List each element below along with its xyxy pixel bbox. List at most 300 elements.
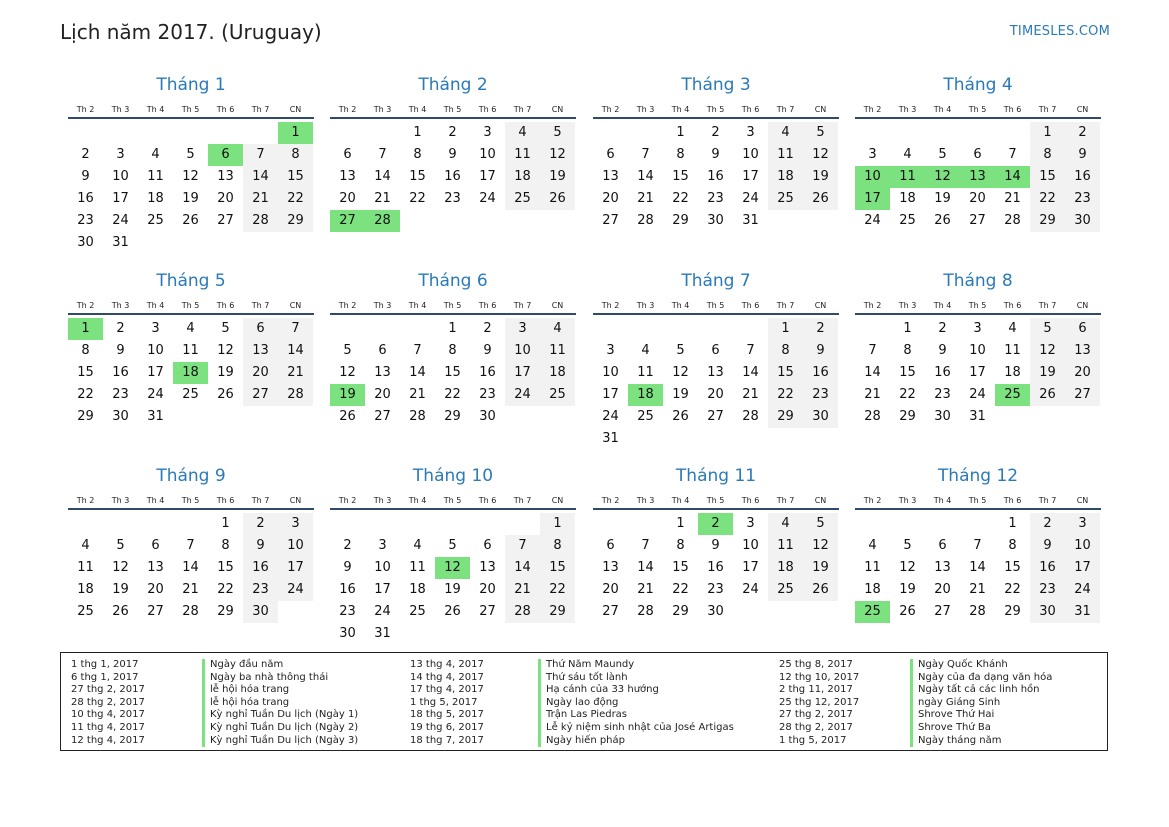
day-cell: 23 [243,579,278,601]
day-cell: 5 [186,147,195,162]
day-cell: 7 [868,343,877,358]
day-cell: 23 [112,387,129,402]
legend-date: 1 thg 5, 2017 [779,734,847,746]
day-cell: 2 [1030,513,1065,535]
day-cell: 20 [374,387,391,402]
day-cell: 31 [147,409,164,424]
weekday-label: Th 6 [741,301,760,310]
day-cell: 31 [602,431,619,446]
month-title: Tháng 3 [681,75,751,95]
legend-date: 28 thg 2, 2017 [779,721,853,733]
legend-date: 25 thg 8, 2017 [779,659,853,670]
day-cell: 9 [938,343,947,358]
day-cell: 28 [637,604,654,619]
day-cell: 15 [768,362,803,384]
day-cell: 26 [672,409,689,424]
month-title: Tháng 11 [675,466,757,486]
day-cell: 11 [77,560,94,575]
day-cell: 10 [969,343,986,358]
day-cell: 21 [1004,191,1021,206]
empty-day-cell [995,122,1030,144]
weekday-label: CN [289,301,302,310]
site-link[interactable]: TIMESLES.COM [1009,24,1110,39]
empty-day-cell [960,122,995,144]
month-block [593,465,839,623]
legend-date: 19 thg 6, 2017 [410,721,484,733]
legend-holiday-name: Ngày lao động [538,697,734,710]
day-cell: 3 [1065,513,1100,535]
day-cell: 7 [641,147,650,162]
weekday-label: CN [1076,496,1089,505]
day-cell: 4 [768,122,803,144]
day-cell: 7 [278,318,313,340]
legend-holiday-name: Thứ sáu tốt lành [538,672,734,685]
day-cell: 30 [112,409,129,424]
weekday-label: Th 5 [181,301,200,310]
day-cell: 10 [1065,535,1100,557]
weekday-label: Th 3 [373,496,392,505]
day-cell: 27 [479,604,496,619]
empty-day-cell [68,122,103,144]
day-cell: 24 [479,191,496,206]
day-cell: 22 [768,384,803,406]
empty-day-cell [855,122,890,144]
weekday-label: Th 5 [706,105,725,114]
weekday-header [330,103,576,119]
month-title: Tháng 9 [156,466,226,486]
day-cell: 12 [899,560,916,575]
day-cell: 26 [182,213,199,228]
day-cell: 3 [606,343,615,358]
day-cell: 1 [903,321,912,336]
day-cell: 15 [1030,166,1065,188]
day-cell: 1 [448,321,457,336]
legend-date: 18 thg 7, 2017 [410,734,484,746]
day-cell: 20 [147,582,164,597]
day-cell: 22 [1004,582,1021,597]
day-cell: 26 [444,604,461,619]
weekday-label: Th 4 [408,105,427,114]
empty-day-cell [593,318,628,340]
day-cell: 18 [864,582,881,597]
day-cell: 2 [1065,122,1100,144]
day-cell: 2 [243,513,278,535]
weekday-label: Th 7 [776,105,795,114]
day-cell: 23 [934,387,951,402]
day-cell: 28 [969,604,986,619]
day-cell: 8 [81,343,90,358]
legend-holiday-name: Ngày đầu năm [202,659,358,672]
day-cell: 21 [742,387,759,402]
weekday-label: Th 7 [513,301,532,310]
weekday-header [855,494,1101,510]
legend-holiday-name: Shrove Thứ Ba [910,722,1052,735]
day-cell: 9 [81,169,90,184]
day-cell: 14 [409,365,426,380]
day-cell: 11 [768,144,803,166]
day-cell: 29 [899,409,916,424]
day-cell: 24 [374,604,391,619]
weekday-label: Th 6 [741,105,760,114]
legend-dates-col-3 [779,659,859,747]
day-cell: 6 [151,538,160,553]
empty-day-cell [890,513,925,535]
day-cell: 16 [707,169,724,184]
day-cell: 4 [768,513,803,535]
holiday-day-cell: 11 [890,166,925,188]
day-cell: 24 [278,579,313,601]
day-cell: 30 [77,235,94,250]
month-block [855,74,1101,232]
day-cell: 31 [112,235,129,250]
weekday-label: Th 2 [338,301,357,310]
day-cell: 25 [409,604,426,619]
weekday-label: Th 4 [933,496,952,505]
legend-holiday-name: Thứ Năm Maundy [538,659,734,672]
day-cell: 1 [676,125,685,140]
legend-holiday-name: Hạ cánh của 33 hướng [538,684,734,697]
weekday-label: Th 2 [863,496,882,505]
legend-holiday-name: Ngày của đa dạng văn hóa [910,672,1052,685]
day-cell: 19 [934,191,951,206]
day-cell: 16 [934,365,951,380]
day-cell: 4 [641,343,650,358]
holiday-day-cell: 19 [330,384,365,406]
day-cell: 21 [969,582,986,597]
weekday-label: Th 2 [601,301,620,310]
day-cell: 1 [1008,516,1017,531]
empty-day-cell [855,318,890,340]
holiday-day-cell: 13 [960,166,995,188]
day-cell: 5 [116,538,125,553]
day-cell: 9 [483,343,492,358]
weekday-label: Th 3 [898,105,917,114]
weekday-header [855,103,1101,119]
day-cell: 5 [938,147,947,162]
legend-names-col-3 [910,659,1052,747]
weekday-label: Th 7 [776,496,795,505]
day-cell: 21 [637,191,654,206]
day-cell: 11 [637,365,654,380]
month-title: Tháng 12 [937,466,1019,486]
empty-day-cell [698,318,733,340]
legend-holiday-name: lễ hội hóa trang [202,697,358,710]
day-cell: 21 [409,387,426,402]
day-cell: 3 [116,147,125,162]
empty-day-cell [470,513,505,535]
day-cell: 27 [602,604,619,619]
empty-day-cell [925,513,960,535]
day-cell: 10 [742,538,759,553]
legend-holiday-name: Ngày Quốc Khánh [910,659,1052,672]
day-cell: 26 [1030,384,1065,406]
day-cell: 3 [973,321,982,336]
day-cell: 16 [1065,166,1100,188]
legend-date: 27 thg 2, 2017 [71,684,145,696]
weekday-label: Th 4 [933,301,952,310]
day-cell: 14 [742,365,759,380]
month-title: Tháng 6 [418,271,488,291]
weekday-header [855,299,1101,315]
day-cell: 27 [934,604,951,619]
holiday-day-cell: 17 [855,188,890,210]
day-cell: 25 [77,604,94,619]
day-cell: 14 [864,365,881,380]
day-cell: 28 [243,210,278,232]
day-cell: 23 [803,384,838,406]
day-cell: 19 [444,582,461,597]
day-cell: 18 [147,191,164,206]
legend-names-col-2 [538,659,734,747]
legend-date: 1 thg 5, 2017 [410,696,478,708]
day-cell: 25 [182,387,199,402]
day-cell: 29 [672,213,689,228]
page-title: Lịch năm 2017. (Uruguay) [60,20,322,44]
day-cell: 20 [339,191,356,206]
day-cell: 15 [899,365,916,380]
day-cell: 22 [77,387,94,402]
day-cell: 31 [374,626,391,641]
weekday-label: Th 7 [776,301,795,310]
empty-day-cell [628,513,663,535]
day-cell: 13 [602,560,619,575]
empty-day-cell [733,318,768,340]
weekday-label: CN [1076,105,1089,114]
day-cell: 29 [217,604,234,619]
weekday-label: Th 2 [863,105,882,114]
day-cell: 8 [448,343,457,358]
month-block [593,270,839,450]
weekday-label: Th 7 [1038,301,1057,310]
day-grid [855,318,1101,428]
day-cell: 22 [278,188,313,210]
day-cell: 28 [1004,213,1021,228]
day-cell: 5 [803,513,838,535]
day-cell: 8 [278,144,313,166]
holiday-day-cell: 25 [995,384,1030,406]
day-cell: 22 [899,387,916,402]
day-cell: 23 [707,191,724,206]
day-cell: 10 [742,147,759,162]
day-cell: 24 [112,213,129,228]
weekday-header [593,299,839,315]
day-cell: 8 [540,535,575,557]
day-cell: 1 [1030,122,1065,144]
day-cell: 18 [1004,365,1021,380]
day-cell: 2 [448,125,457,140]
day-cell: 6 [243,318,278,340]
month-title: Tháng 8 [943,271,1013,291]
month-block [68,465,314,623]
day-cell: 14 [637,169,654,184]
weekday-label: Th 5 [968,496,987,505]
weekday-header [593,103,839,119]
day-cell: 9 [1065,144,1100,166]
holiday-legend [60,652,1108,751]
day-grid [68,122,314,254]
empty-day-cell [628,318,663,340]
day-cell: 23 [77,213,94,228]
day-cell: 30 [1065,210,1100,232]
weekday-header [68,494,314,510]
legend-holiday-name: ngày Giáng Sinh [910,697,1052,710]
day-grid [855,513,1101,623]
holiday-day-cell: 25 [855,601,890,623]
month-title: Tháng 10 [412,466,494,486]
empty-day-cell [68,513,103,535]
day-grid [593,122,839,232]
weekday-label: CN [551,301,564,310]
day-cell: 4 [540,318,575,340]
day-cell: 15 [278,166,313,188]
day-cell: 6 [938,538,947,553]
weekday-header [330,494,576,510]
weekday-label: Th 5 [443,105,462,114]
day-cell: 19 [672,387,689,402]
legend-dates-col-1 [71,659,145,747]
day-cell: 8 [413,147,422,162]
weekday-label: Th 7 [513,105,532,114]
empty-day-cell [505,513,540,535]
weekday-label: Th 7 [251,301,270,310]
weekday-label: Th 4 [146,105,165,114]
day-cell: 29 [278,210,313,232]
day-cell: 18 [505,166,540,188]
day-cell: 13 [217,169,234,184]
day-cell: 15 [409,169,426,184]
day-cell: 5 [448,538,457,553]
month-title: Tháng 5 [156,271,226,291]
empty-day-cell [365,513,400,535]
legend-holiday-name: Kỳ nghỉ Tuần Du lịch (Ngày 2) [202,722,358,735]
weekday-label: Th 6 [478,301,497,310]
legend-date: 12 thg 4, 2017 [71,734,145,746]
day-cell: 8 [768,340,803,362]
day-cell: 20 [707,387,724,402]
weekday-label: CN [289,496,302,505]
holiday-day-cell: 12 [925,166,960,188]
day-cell: 26 [112,604,129,619]
weekday-label: Th 7 [1038,496,1057,505]
day-cell: 26 [540,188,575,210]
day-cell: 26 [339,409,356,424]
day-grid [330,318,576,428]
weekday-label: CN [1076,301,1089,310]
legend-holiday-name: Lễ kỷ niệm sinh nhật của José Artigas [538,722,734,735]
day-cell: 30 [934,409,951,424]
day-cell: 27 [969,213,986,228]
day-cell: 10 [479,147,496,162]
day-cell: 12 [217,343,234,358]
weekday-label: Th 2 [863,301,882,310]
weekday-header [68,103,314,119]
day-cell: 24 [602,409,619,424]
day-cell: 6 [606,538,615,553]
day-cell: 8 [676,538,685,553]
day-cell: 3 [278,513,313,535]
day-cell: 3 [505,318,540,340]
day-cell: 14 [182,560,199,575]
day-cell: 3 [868,147,877,162]
legend-date: 11 thg 4, 2017 [71,721,145,733]
day-cell: 2 [116,321,125,336]
day-cell: 7 [378,147,387,162]
day-cell: 2 [81,147,90,162]
weekday-label: Th 3 [636,496,655,505]
day-cell: 25 [768,188,803,210]
weekday-label: Th 6 [1003,301,1022,310]
empty-day-cell [173,513,208,535]
legend-date: 18 thg 5, 2017 [410,709,484,721]
day-cell: 4 [505,122,540,144]
weekday-label: Th 4 [146,301,165,310]
day-cell: 23 [1065,188,1100,210]
day-cell: 22 [217,582,234,597]
empty-day-cell [435,513,470,535]
day-cell: 26 [899,604,916,619]
day-cell: 17 [112,191,129,206]
day-cell: 21 [243,188,278,210]
day-cell: 27 [243,384,278,406]
legend-date: 25 thg 12, 2017 [779,696,860,708]
day-cell: 23 [444,191,461,206]
day-cell: 12 [803,144,838,166]
day-cell: 28 [278,384,313,406]
weekday-label: Th 5 [443,301,462,310]
weekday-label: Th 7 [1038,105,1057,114]
day-cell: 24 [505,384,540,406]
day-cell: 18 [899,191,916,206]
day-cell: 11 [505,144,540,166]
day-cell: 29 [768,406,803,428]
weekday-label: CN [289,105,302,114]
weekday-label: CN [814,105,827,114]
weekday-label: Th 4 [408,496,427,505]
day-cell: 10 [147,343,164,358]
day-cell: 22 [409,191,426,206]
day-cell: 27 [147,604,164,619]
day-cell: 1 [413,125,422,140]
day-cell: 23 [1030,579,1065,601]
weekday-label: Th 3 [111,105,130,114]
day-cell: 17 [969,365,986,380]
holiday-day-cell: 18 [173,362,208,384]
weekday-label: CN [551,105,564,114]
holiday-day-cell: 27 [330,210,365,232]
day-cell: 16 [444,169,461,184]
day-cell: 14 [243,166,278,188]
day-cell: 14 [374,169,391,184]
holiday-day-cell: 1 [278,122,313,144]
empty-day-cell [243,122,278,144]
day-cell: 6 [973,147,982,162]
day-cell: 25 [540,384,575,406]
day-cell: 4 [868,538,877,553]
day-cell: 13 [707,365,724,380]
day-cell: 5 [343,343,352,358]
day-cell: 9 [448,147,457,162]
day-cell: 26 [803,188,838,210]
day-cell: 22 [540,579,575,601]
day-cell: 28 [182,604,199,619]
day-cell: 14 [278,340,313,362]
day-cell: 9 [803,340,838,362]
day-cell: 7 [973,538,982,553]
weekday-label: Th 3 [111,496,130,505]
day-cell: 17 [505,362,540,384]
day-cell: 18 [540,362,575,384]
weekday-label: Th 4 [671,301,690,310]
